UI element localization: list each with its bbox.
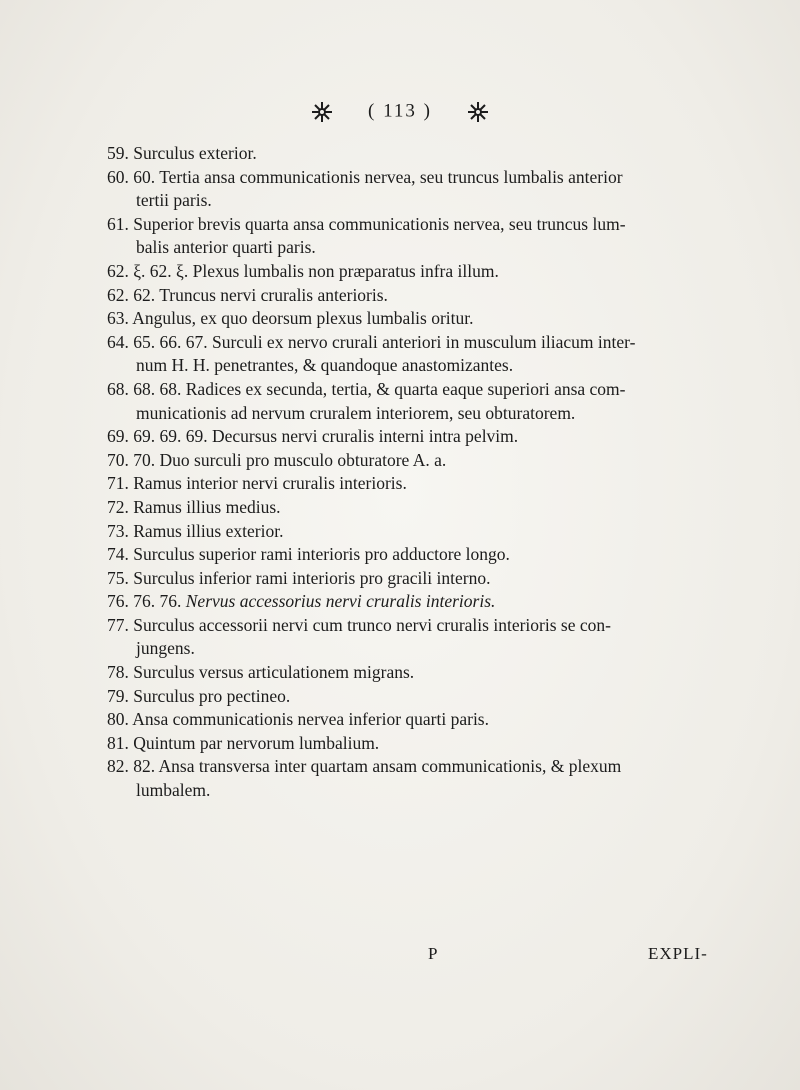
entry-number: 71.: [107, 473, 129, 494]
list-item: [107, 449, 772, 473]
entry-text: Surculus inferior rami interioris pro gracili interno.: [133, 567, 491, 588]
list-item: [107, 307, 772, 331]
entry-text: Ansa transversa inter quartam ansam communicationis, & plexum: [158, 756, 622, 777]
entry-continuation: tertii paris.: [136, 190, 212, 211]
page-header: [0, 100, 800, 130]
entry-number: 59.: [107, 143, 129, 163]
list-item: [107, 213, 772, 260]
entry-text: Tertia ansa communicationis nervea, seu truncus lumbalis anterior: [159, 166, 623, 187]
entry-text: Surculus versus articulationem migrans.: [133, 662, 415, 683]
list-item: [107, 260, 772, 284]
entry-text: Ramus illius exterior.: [133, 520, 284, 541]
entry-text: Truncus nervi cruralis anterioris.: [159, 284, 388, 305]
entry-text: Duo surculi pro musculo obturatore A. a.: [159, 449, 447, 470]
entry-number: 82. 82.: [107, 756, 156, 777]
entry-continuation: balis anterior quarti paris.: [136, 237, 316, 258]
entry-text: Ansa communicationis nervea inferior quarti paris.: [132, 709, 489, 730]
list-item: [107, 685, 772, 709]
entry-number: 80.: [107, 709, 129, 730]
list-item: [107, 142, 772, 166]
entry-number: 81.: [107, 732, 129, 753]
entry-number: 77.: [107, 614, 129, 635]
fleuron-icon: [467, 101, 489, 123]
list-item: [107, 378, 772, 425]
entry-number: 64. 65. 66. 67.: [107, 331, 208, 352]
list-item: [107, 567, 772, 591]
entry-number: 60. 60.: [107, 166, 156, 187]
list-item: [107, 166, 772, 213]
list-item: [107, 755, 772, 802]
entry-text: Radices ex secunda, tertia, & quarta eaque superiori ansa com-: [185, 378, 626, 399]
list-item: [107, 614, 772, 661]
entry-number: 68. 68. 68.: [107, 378, 182, 399]
entry-number: 61.: [107, 213, 129, 234]
list-item: [107, 496, 772, 520]
entry-text: Surculus pro pectineo.: [133, 685, 291, 706]
list-item: [107, 425, 772, 449]
page-number: ( 113 ): [368, 100, 432, 122]
entry-text: Angulus, ex quo deorsum plexus lumbalis oritur.: [132, 308, 474, 329]
entry-number: 73.: [107, 520, 129, 541]
entry-text: Nervus accessorius nervi cruralis interioris.: [185, 591, 496, 612]
entry-number: 63.: [107, 308, 129, 329]
entry-list: [107, 142, 772, 803]
entry-number: 78.: [107, 662, 129, 683]
entry-number: 62. ξ. 62. ξ.: [107, 260, 189, 281]
page-footer: [0, 944, 800, 970]
list-item: [107, 590, 772, 614]
entry-text: Surculus superior rami interioris pro adductore longo.: [133, 544, 510, 565]
list-item: [107, 284, 772, 308]
catchword: EXPLI-: [648, 944, 708, 963]
entry-text: Ramus interior nervi cruralis interioris.: [133, 473, 407, 494]
list-item: [107, 472, 772, 496]
entry-number: 70. 70.: [107, 449, 156, 470]
list-item: [107, 708, 772, 732]
entry-number: 79.: [107, 685, 129, 706]
list-item: [107, 732, 772, 756]
entry-text: Quintum par nervorum lumbalium.: [133, 732, 380, 753]
entry-text: Surculi ex nervo crurali anteriori in musculum iliacum inter-: [212, 331, 636, 352]
entry-continuation: num H. H. penetrantes, & quandoque anastomizantes.: [136, 355, 514, 376]
entry-continuation: lumbalem.: [136, 780, 211, 801]
list-item: [107, 661, 772, 685]
entry-text: Decursus nervi cruralis interni intra pelvim.: [212, 426, 519, 447]
entry-number: 69. 69. 69. 69.: [107, 426, 208, 447]
entry-text: Surculus exterior.: [133, 143, 257, 163]
entry-number: 76. 76. 76.: [107, 591, 182, 612]
list-item: [107, 520, 772, 544]
entry-number: 74.: [107, 544, 129, 565]
entry-number: 72.: [107, 496, 129, 517]
entry-text: Ramus illius medius.: [133, 496, 281, 517]
entry-text: Plexus lumbalis non præparatus infra illum.: [192, 260, 499, 281]
signature-mark: P: [428, 944, 439, 963]
entry-number: 75.: [107, 567, 129, 588]
entry-number: 62. 62.: [107, 284, 156, 305]
entry-text: Surculus accessorii nervi cum trunco nervi cruralis interioris se con-: [133, 614, 611, 635]
entry-continuation: jungens.: [136, 638, 195, 659]
entry-continuation: municationis ad nervum cruralem interiorem, seu obturatorem.: [136, 402, 576, 423]
list-item: [107, 543, 772, 567]
entry-text: Superior brevis quarta ansa communicationis nervea, seu truncus lum-: [133, 213, 626, 234]
fleuron-icon: [311, 101, 333, 123]
list-item: [107, 331, 772, 378]
